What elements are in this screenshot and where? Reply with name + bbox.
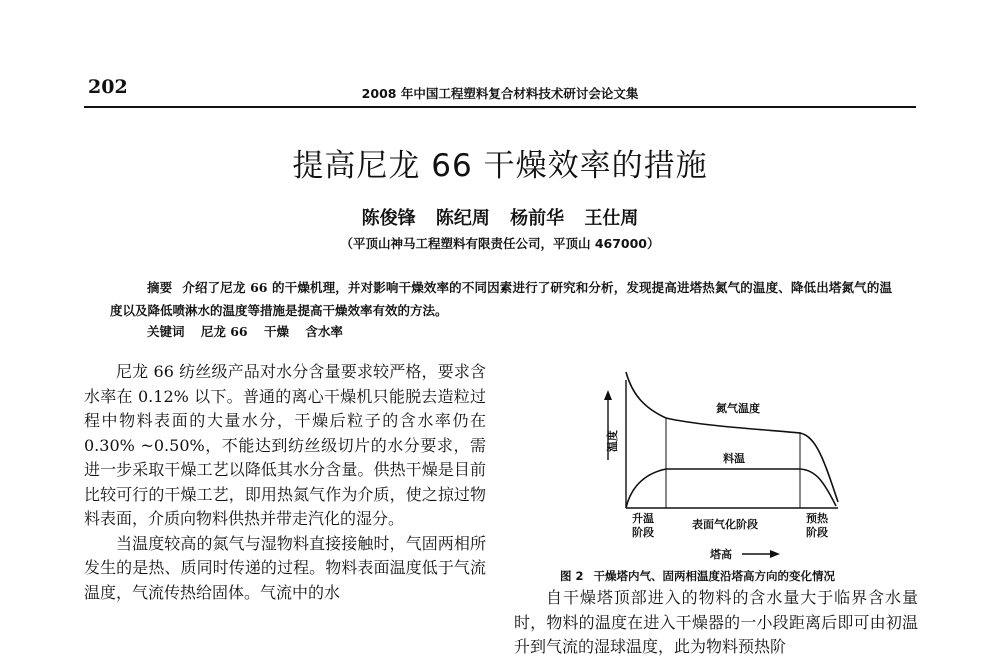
y-axis-arrowhead (604, 390, 612, 400)
stage-heating-label: 升温 (632, 512, 654, 525)
keywords (147, 322, 355, 340)
figure-label: 图 2 (560, 569, 584, 583)
page-number: 202 (88, 76, 128, 98)
keywords-label: 关键词 (147, 324, 185, 339)
paragraph: 尼龙 66 纺丝级产品对水分含量要求较严格，要求含水率在 0.12% 以下。普通的离心干燥机只能脱去造粒过程中物料表面的大量水分，干燥后粒子的含水率仍在 0.30% ~0.50%，不能达到纺丝级切片的水分要求，需进一步采取干燥工艺以降低其水分含量。供热干燥是目前比较可行的干燥工艺，即用热氮气作为介质，使之掠过物料表面，介质向物料供热并带走汽化的湿分。 (84, 362, 486, 528)
paragraph: 当温度较高的氮气与湿物料直接接触时，气固两相所发生的是热、质同时传递的过程。物料表面温度低于气流温度，气流传热给固体。气流中的水 (84, 533, 486, 602)
paragraph: 自干燥塔顶部进入的物料的含水量大于临界含水量时，物料的温度在进入干燥器的一小段距离后即可由初温升到气流的湿球温度，此为物料预热阶 (514, 588, 918, 656)
figure-caption (560, 568, 835, 584)
abstract (110, 276, 892, 322)
gas-temperature-curve (626, 372, 838, 502)
x-axis-label: 塔高 (710, 548, 732, 561)
stage-heating-label-2: 阶段 (632, 526, 654, 539)
stage-preheat-label: 预热 (806, 512, 828, 525)
temperature-profile-diagram (520, 360, 920, 570)
gas-temperature-label: 氮气温度 (716, 402, 760, 415)
body-right-column (514, 586, 918, 660)
header-rule (84, 106, 916, 108)
keyword-item: 尼龙 66 (200, 324, 248, 339)
body-left-column (84, 360, 486, 605)
figure-2 (520, 360, 920, 590)
keyword-item: 干燥 (263, 324, 289, 339)
figure-caption-text: 干燥塔内气、固两相温度沿塔高方向的变化情况 (593, 569, 836, 583)
material-temperature-curve (626, 469, 836, 508)
paper-title: 提高尼龙 66 干燥效率的措施 (292, 148, 708, 184)
keyword-item: 含水率 (305, 324, 343, 339)
y-axis-label: 温度 (606, 430, 619, 452)
abstract-label: 摘要 (147, 280, 173, 295)
material-temperature-label: 料温 (723, 452, 745, 465)
stage-preheat-label-2: 阶段 (806, 526, 828, 539)
abstract-text: 介绍了尼龙 66 的干燥机理，并对影响干燥效率的不同因素进行了研究和分析，发现提高进塔热氮气的温度、降低出塔氮气的温度以及降低喷淋水的温度等措施是提高干燥效率有效的方法。 (110, 280, 892, 318)
x-axis-arrowhead (770, 550, 780, 558)
authors: 陈俊锋 陈纪周 杨前华 王仕周 (361, 208, 639, 229)
affiliation: （平顶山神马工程塑料有限责任公司，平顶山 467000） (340, 236, 660, 251)
running-header: 2008 年中国工程塑料复合材料技术研讨会论文集 (361, 86, 639, 101)
stage-surface-vaporization-label: 表面气化阶段 (692, 518, 758, 531)
